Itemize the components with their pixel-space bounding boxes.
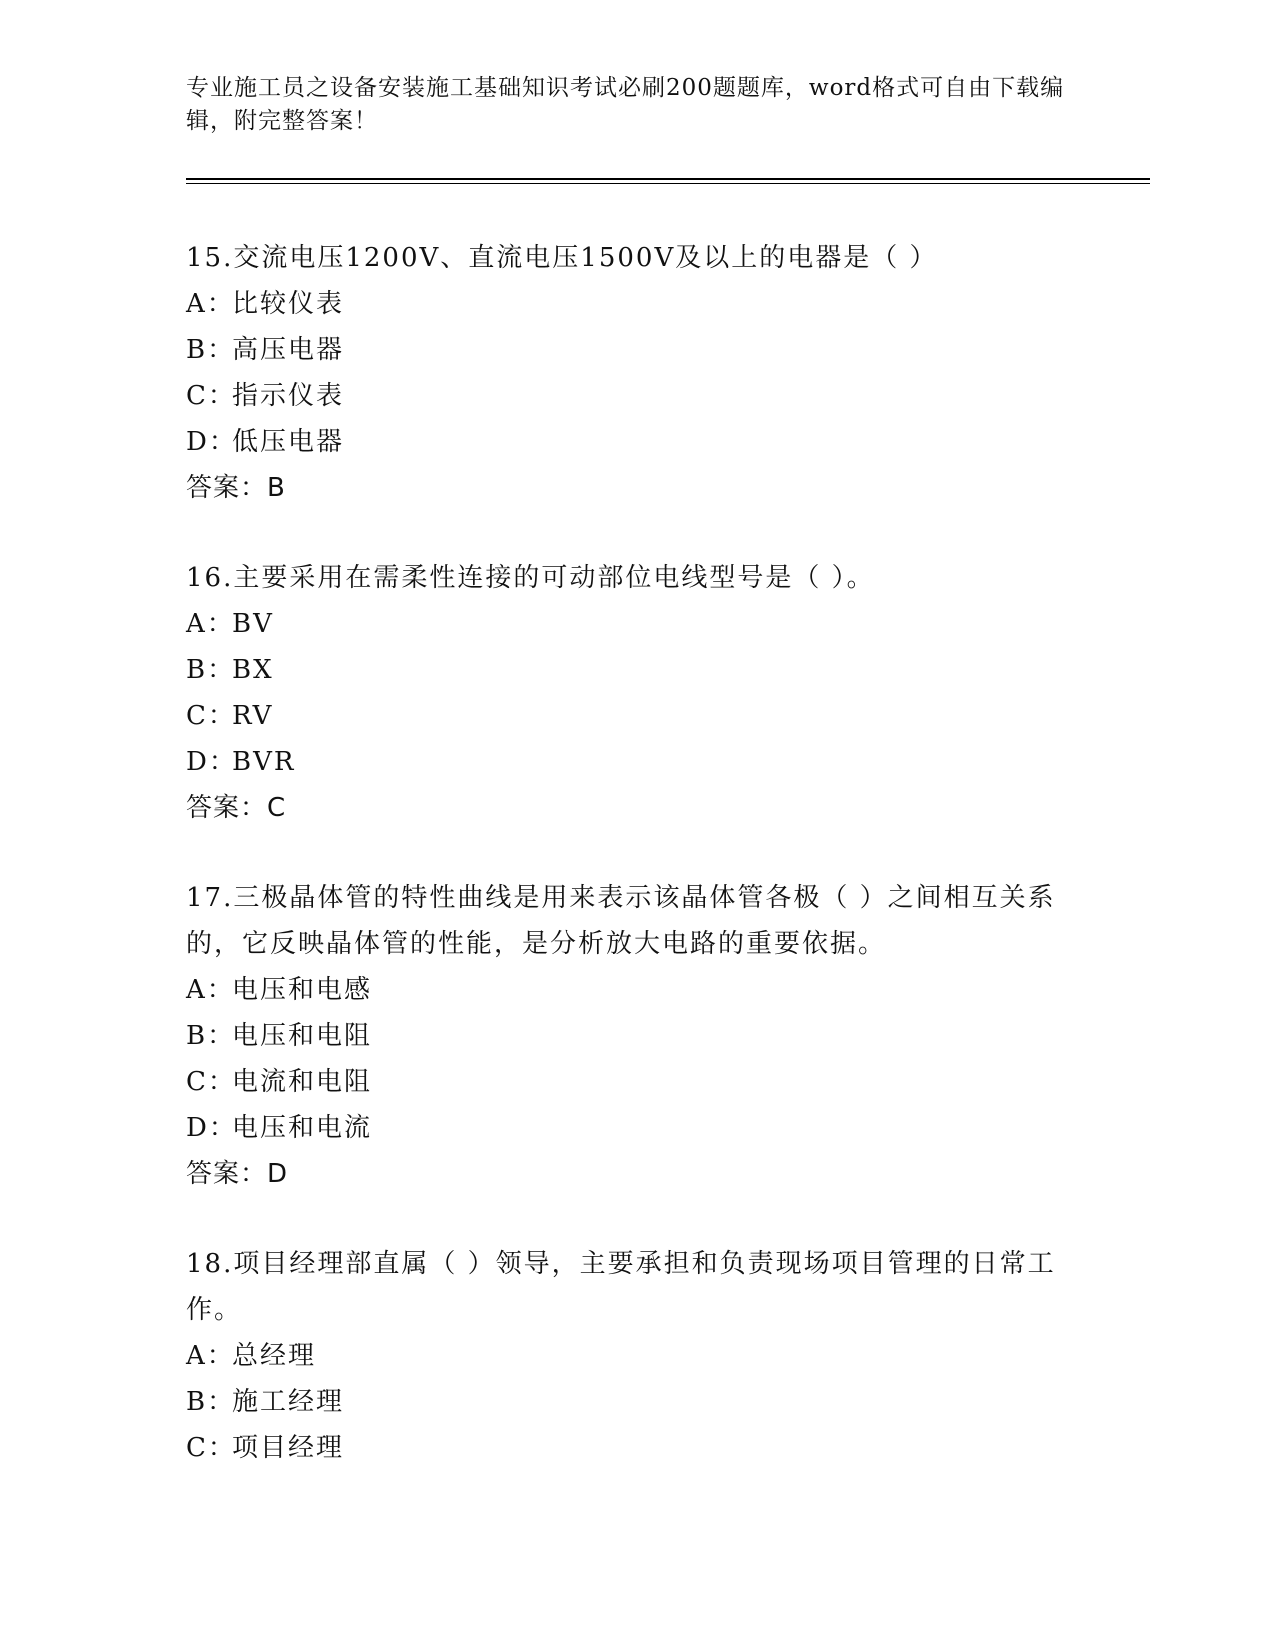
question-item [186,555,1066,831]
option-text: 施工经理 [232,1387,345,1417]
option-b [186,647,1066,693]
option-text: BVR [232,747,296,777]
option-label: B： [186,655,236,685]
option-text: BX [232,655,274,685]
option-d [186,419,1066,465]
option-b [186,1379,1066,1425]
option-c [186,373,1066,419]
question-stem: 16.主要采用在需柔性连接的可动部位电线型号是（ ）。 [186,563,875,593]
option-label: A： [186,609,235,639]
option-text: RV [232,701,274,731]
option-b [186,1013,1066,1059]
option-text: 电压和电感 [232,975,373,1005]
question-item [186,1241,1066,1471]
option-label: C： [186,1067,236,1097]
option-text: 比较仪表 [232,289,345,319]
option-c [186,1059,1066,1105]
option-text: 电压和电阻 [232,1021,373,1051]
question-list [186,235,1066,1515]
option-label: B： [186,335,236,365]
document-header: 专业施工员之设备安装施工基础知识考试必刷200题题库，word格式可自由下载编辑，附完整答案！ [186,75,1065,134]
option-text: 高压电器 [232,335,345,365]
option-d [186,739,1066,785]
option-label: C： [186,1433,236,1463]
option-label: A： [186,289,235,319]
question-stem: 17.三极晶体管的特性曲线是用来表示该晶体管各极（ ）之间相互关系的，它反映晶体管的性能，是分析放大电路的重要依据。 [186,883,1056,959]
question-item [186,875,1066,1197]
option-text: 总经理 [232,1341,317,1371]
header-divider-thick [186,178,1150,180]
option-b [186,327,1066,373]
option-label: D： [186,427,237,457]
question-stem: 18.项目经理部直属（ ）领导，主要承担和负责现场项目管理的日常工作。 [186,1249,1056,1325]
question-stem: 15.交流电压1200V、直流电压1500V及以上的电器是（ ） [186,243,938,273]
option-a [186,1333,1066,1379]
option-d [186,1105,1066,1151]
option-text: 电流和电阻 [232,1067,373,1097]
answer-line: 答案：D [186,1159,289,1189]
answer-line: 答案：C [186,793,287,823]
option-label: D： [186,1113,237,1143]
option-label: C： [186,381,236,411]
answer-line: 答案：B [186,473,286,503]
option-text: 低压电器 [232,427,345,457]
option-label: A： [186,975,235,1005]
option-label: A： [186,1341,235,1371]
option-c [186,1425,1066,1471]
question-item [186,235,1066,511]
option-text: 指示仪表 [232,381,345,411]
option-a [186,967,1066,1013]
option-label: C： [186,701,236,731]
option-text: BV [232,609,274,639]
header-divider-thin [186,183,1150,184]
option-label: B： [186,1387,236,1417]
option-a [186,601,1066,647]
option-label: D： [186,747,237,777]
option-text: 电压和电流 [232,1113,373,1143]
option-text: 项目经理 [232,1433,345,1463]
option-a [186,281,1066,327]
option-c [186,693,1066,739]
option-label: B： [186,1021,236,1051]
